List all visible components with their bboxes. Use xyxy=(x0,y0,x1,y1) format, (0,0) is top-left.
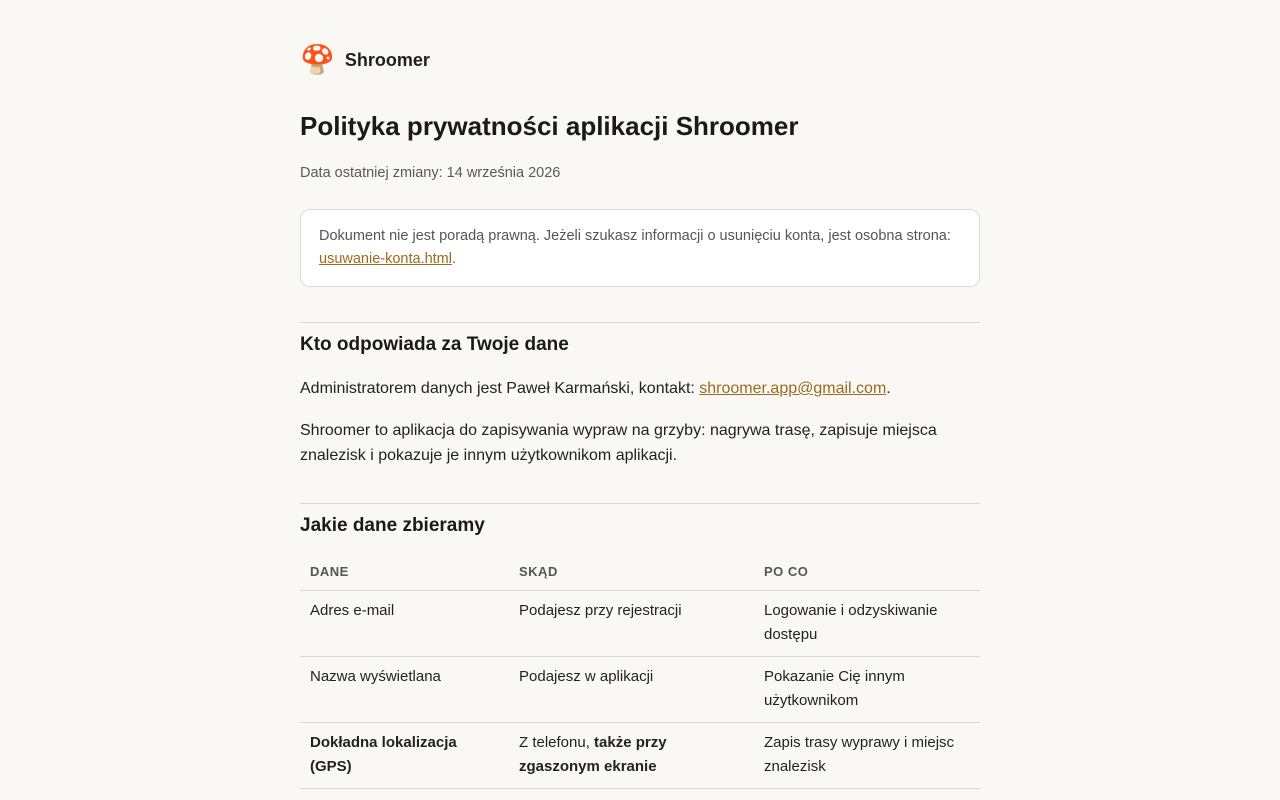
cell-source-text: Z telefonu, xyxy=(519,734,595,751)
brand-name: Shroomer xyxy=(344,49,430,70)
mushroom-logo-icon: 🍄 xyxy=(300,44,335,75)
cell-data-bold: Dokładna lokalizacja (GPS) xyxy=(310,734,457,775)
section-heading-collected-data: Jakie dane zbieramy xyxy=(300,515,485,536)
last-updated-date: Data ostatniej zmiany: 14 września 2026 xyxy=(300,165,561,181)
table-header-row xyxy=(300,554,980,591)
cell-data: Adres e-mail xyxy=(300,591,509,657)
cell-source xyxy=(509,591,754,657)
app-description-paragraph: Shroomer to aplikacja do zapisywania wypraw na grzyby: nagrywa trasę, zapisuje miejsca znalezisk i pokazuje je innym użytkownikom aplikacji. xyxy=(300,422,937,464)
cell-data: Nazwa wyświetlana xyxy=(300,657,509,723)
controller-suffix: . xyxy=(886,380,891,397)
controller-paragraph xyxy=(300,376,980,401)
cell-purpose: Zapis trasy wyprawy i miejsc znalezisk xyxy=(754,723,980,789)
notice-text: Dokument nie jest poradą prawną. Jeżeli szukasz informacji o usunięciu konta, jest osobna strona: xyxy=(319,228,951,244)
notice-suffix: . xyxy=(452,251,457,267)
table-row xyxy=(300,723,980,789)
section-collected-data xyxy=(300,503,980,789)
column-header-data: DANE xyxy=(300,554,509,591)
contact-email-link[interactable]: shroomer.app@gmail.com xyxy=(699,380,887,397)
collected-data-table xyxy=(300,554,980,789)
table-row xyxy=(300,657,980,723)
column-header-purpose: PO CO xyxy=(754,554,980,591)
page-title: Polityka prywatności aplikacji Shroomer xyxy=(300,111,799,141)
cell-source-text: Podajesz przy rejestracji xyxy=(519,602,682,619)
cell-source-bold: także przy zgaszonym ekranie xyxy=(519,734,667,775)
cell-source-text: Podajesz w aplikacji xyxy=(519,668,654,685)
cell-source xyxy=(509,723,754,789)
section-heading-controller: Kto odpowiada za Twoje dane xyxy=(300,334,569,355)
cell-purpose: Pokazanie Cię innym użytkownikom xyxy=(754,657,980,723)
account-deletion-link[interactable]: usuwanie-konta.html xyxy=(319,251,452,267)
privacy-policy-page xyxy=(300,0,980,789)
legal-notice-box xyxy=(300,209,980,287)
table-row xyxy=(300,591,980,657)
cell-purpose: Logowanie i odzyskiwanie dostępu xyxy=(754,591,980,657)
cell-source xyxy=(509,657,754,723)
controller-text: Administratorem danych jest Paweł Karmański, kontakt: xyxy=(300,380,700,397)
cell-data xyxy=(300,723,509,789)
section-data-controller xyxy=(300,322,980,468)
brand-header[interactable] xyxy=(300,44,980,76)
column-header-source: SKĄD xyxy=(509,554,754,591)
